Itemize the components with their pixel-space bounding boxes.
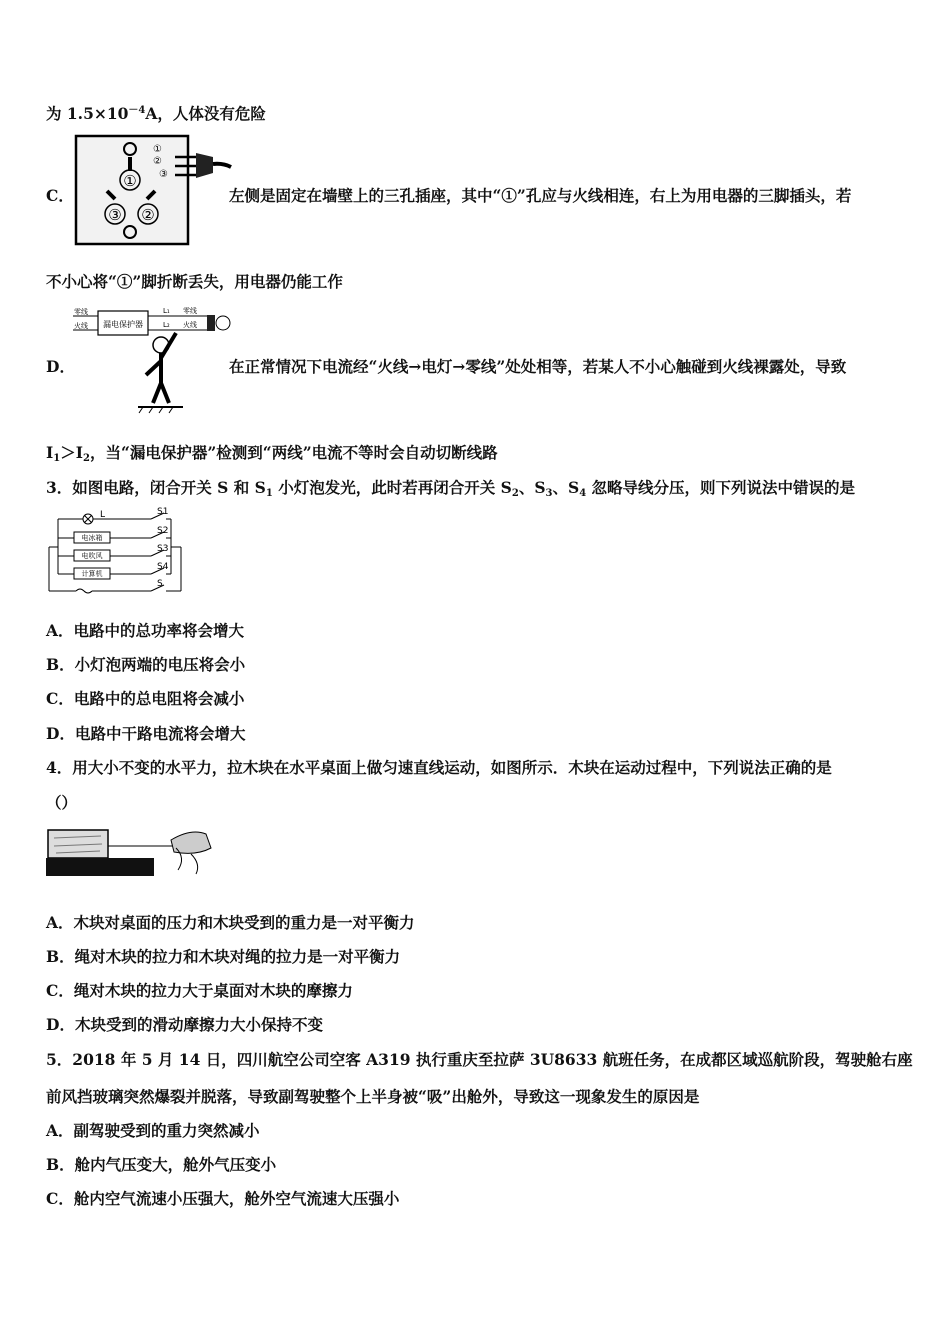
q5-stem-line1: 5．2018 年 5 月 14 日，四川航空公司空客 A319 执行重庆至拉萨 3U8633 航班任务，在成都区域巡航阶段，驾驶舱右座 — [46, 1050, 913, 1069]
q3-option-a: A．电路中的总功率将会增大 — [46, 621, 245, 640]
current-L2: L₂ — [163, 321, 170, 329]
zero-wire-label: 零线 — [74, 308, 88, 316]
prev-option-tail: 为 $1.5\times 10^{-4}A$，人体没有危险 — [46, 104, 266, 123]
fire-wire-label-2: 火线 — [183, 321, 197, 329]
q5-stem-line2: 前风挡玻璃突然爆裂并脱落，导致副驾驶整个上半身被“吸”出舱外，导致这一现象发生的原因是 — [46, 1087, 700, 1106]
protector-label: 漏电保护器 — [103, 320, 143, 329]
socket-label-2: ② — [141, 206, 155, 224]
socket-label-1: ① — [123, 172, 137, 190]
q4-option-d: D．木块受到的滑动摩擦力大小保持不变 — [46, 1015, 323, 1034]
q4-block-figure — [46, 826, 216, 882]
q3-option-c: C．电路中的总电阻将会减小 — [46, 689, 245, 708]
leakage-protector-figure — [73, 303, 233, 422]
lamp-label: L — [100, 510, 106, 520]
q3-circuit-figure — [46, 505, 186, 604]
device-computer: 计算机 — [81, 570, 103, 578]
switch-s4: S4 — [157, 562, 169, 572]
socket-label-3: ③ — [108, 206, 122, 224]
device-hairdryer: 电吹风 — [81, 552, 103, 560]
current-L1: L₁ — [163, 307, 170, 315]
switch-s1: S1 — [157, 507, 169, 517]
q4-option-a: A．木块对桌面的压力和木块受到的重力是一对平衡力 — [46, 913, 415, 932]
switch-s: S — [157, 579, 163, 589]
zero-wire-label-2: 零线 — [183, 307, 197, 315]
switch-s3: S3 — [157, 544, 169, 554]
fire-wire-label: 火线 — [74, 322, 88, 330]
switch-s2: S2 — [157, 526, 169, 536]
option-c-text: 左侧是固定在墙壁上的三孔插座，其中“①”孔应与火线相连，右上为用电器的三脚插头，若 — [229, 186, 852, 205]
option-c-cont: 不小心将“①”脚折断丢失，用电器仍能工作 — [46, 272, 343, 291]
plug-label-3: ③ — [159, 169, 168, 180]
plug-label-1: ① — [153, 144, 162, 155]
q5-option-a: A．副驾驶受到的重力突然减小 — [46, 1121, 260, 1140]
q4-answer-paren: （） — [46, 793, 78, 812]
q4-option-b: B．绳对木块的拉力和木块对绳的拉力是一对平衡力 — [46, 947, 401, 966]
q4-option-c: C．绳对木块的拉力大于桌面对木块的摩擦力 — [46, 981, 353, 1000]
q3-stem: 3．如图电路，闭合开关 S 和 $S_1$ 小灯泡发光，此时若再闭合开关 $S_2$、$S_3$、$S_4$ 忽略导线分压，则下列说法中错误的是 — [46, 478, 856, 499]
q3-option-b: B．小灯泡两端的电压将会小 — [46, 655, 246, 674]
q3-option-d: D．电路中干路电流将会增大 — [46, 724, 246, 743]
plug-label-2: ② — [153, 156, 162, 167]
option-c-letter: C． — [46, 186, 74, 205]
q5-option-c: C．舱内空气流速小压强大，舱外空气流速大压强小 — [46, 1189, 400, 1208]
option-d-text: 在正常情况下电流经“火线→电灯→零线”处处相等，若某人不小心触碰到火线裸露处，导致 — [229, 357, 847, 376]
socket-figure — [73, 133, 233, 252]
option-d-cont: $I_1>I_2$，当“漏电保护器”检测到“两线”电流不等时会自动切断线路 — [46, 443, 498, 464]
option-d-letter: D． — [46, 357, 75, 376]
q4-stem: 4．用大小不变的水平力，拉木块在水平桌面上做匀速直线运动，如图所示．木块在运动过程中，下列说法正确的是 — [46, 758, 832, 777]
q5-option-b: B．舱内气压变大，舱外气压变小 — [46, 1155, 277, 1174]
device-fridge: 电冰箱 — [81, 534, 103, 542]
